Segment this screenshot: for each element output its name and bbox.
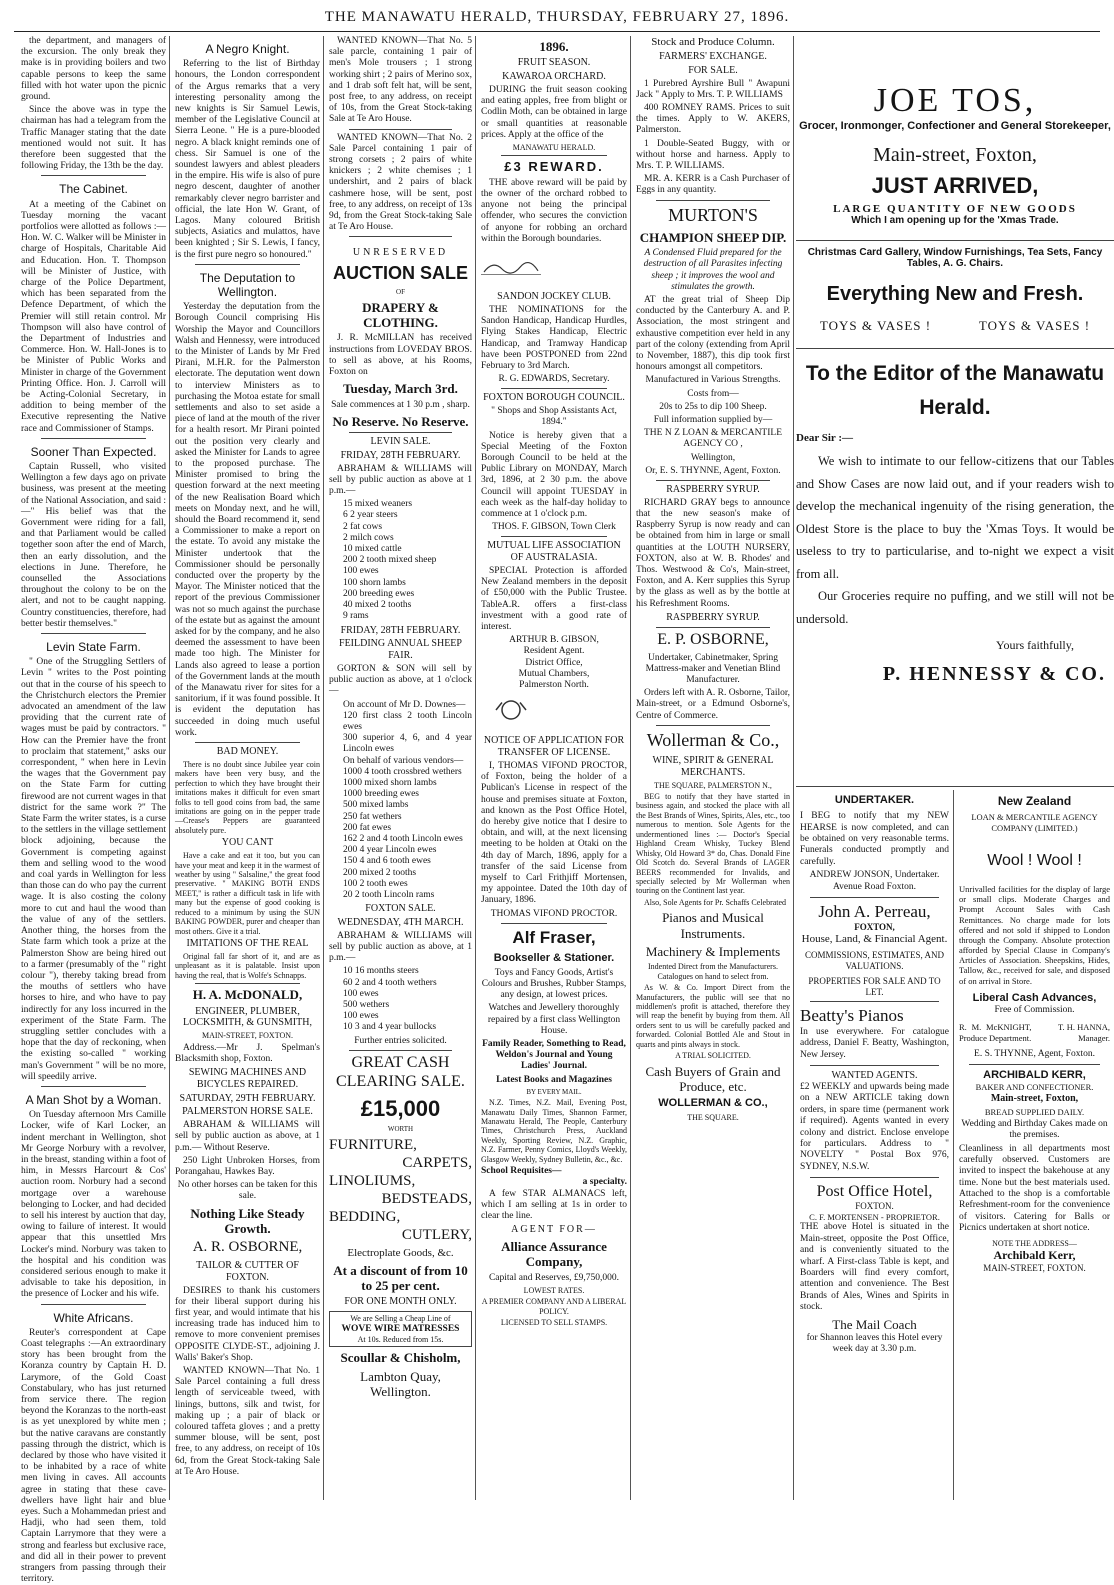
section-title: Stock and Produce Column. bbox=[651, 36, 775, 48]
stock-lot: 2 milch cows bbox=[343, 532, 394, 543]
letter-text: Our Groceries require no puffing, and we still will not be undersold. bbox=[796, 589, 1114, 626]
lower-left-column bbox=[796, 790, 953, 1500]
stock-lot: 100 2 tooth ewes bbox=[343, 878, 408, 889]
ad-subtitle: BAKER AND CONFECTIONER. bbox=[975, 1082, 1094, 1093]
ad-title: No Reserve. No Reserve. bbox=[332, 413, 469, 429]
ad-title: JUST ARRIVED, bbox=[871, 173, 1039, 198]
ad-text: TOYS & VASES ! bbox=[819, 318, 932, 333]
ad-text: 250 Light Unbroken Horses, from Porangahau, Hawkes Bay. bbox=[175, 1155, 320, 1177]
ad-text: for Shannon leaves this Hotel every week day at 3.30 p.m. bbox=[806, 1333, 943, 1355]
ad-title: AUCTION SALE bbox=[333, 263, 468, 284]
ad-text: BEG to notify that they have started in business again, and stocked the place with all the Best Brands of Wines, Spirits, Ales, etc., too numerous to mention. Sole Agents for the undermentioned lines :— Doctor's Special Highland Cream Whisky, Tuckey Blend Whisky, Old Howard 3* do, Chas. Donald Fine Old Scotch do. Several Brands of LAGER BEERS recommended for Invalids, and specially selected by Mr Wollerman when touring on the Continent last year. bbox=[636, 792, 790, 896]
ad-text: 1 Purebred Ayrshire Bull " Awapuni Jack " Apply to Mrs. T. P. WILLIAMS bbox=[636, 78, 790, 100]
stock-lot: 200 mixed 2 tooths bbox=[343, 867, 417, 878]
divider bbox=[195, 983, 300, 984]
ad-title: New Zealand bbox=[997, 794, 1072, 808]
ad-text: SPECIAL Protection is afforded New Zealand members in the deposit of £50,000 with the Public Trustee. TableA.R. offers a first-class investment with a good rate of interest. bbox=[481, 565, 627, 632]
ad-text: OF bbox=[396, 288, 405, 297]
ad-text: Electroplate Goods, &c. bbox=[347, 1246, 454, 1259]
goods-item: LINOLIUMS, bbox=[329, 1172, 416, 1189]
ad-heading: FRIDAY, 28TH FEBRUARY. bbox=[340, 449, 461, 461]
coat-of-arms-icon bbox=[481, 695, 541, 725]
ad-text: Yours faithfully, bbox=[995, 638, 1074, 653]
divider bbox=[195, 742, 300, 743]
stock-lot: 1000 4 tooth crossbred wethers bbox=[343, 766, 462, 777]
ad-text: RICHARD GRAY begs to announce that the new season's make of Raspberry Syrup is now ready and can be obtained from him in large or small quantities at the LOUTH NURSERY, FOXTON, also at W. B. Rhodes' and Thos. Westwood & Co's, Main-street, Foxton, and A. Kerr supplies this Syrup by the glass as well as by the bottle at his Refreshment Rooms. bbox=[636, 497, 790, 609]
ad-address: Main-street, Foxton, bbox=[990, 1092, 1079, 1104]
ad-heading: FARMERS' EXCHANGE. bbox=[659, 50, 767, 62]
ad-title: Pianos and Musical Instruments. bbox=[662, 910, 764, 941]
column-rule bbox=[630, 36, 631, 1500]
column-4 bbox=[478, 36, 630, 1500]
ad-text: We are Selling a Cheap Line of bbox=[350, 1314, 451, 1324]
ad-title: H. A. McDONALD, bbox=[192, 987, 303, 1003]
ad-text: NOTE THE ADDRESS— bbox=[992, 1238, 1077, 1248]
goods-list bbox=[329, 1136, 472, 1244]
stock-lot: 10 mixed cattle bbox=[343, 544, 402, 555]
ad-text: Manufactured in Various Strengths. bbox=[645, 375, 781, 386]
ad-text: LARGE QUANTITY OF NEW GOODS bbox=[833, 203, 1077, 215]
ad-text: TOYS & VASES ! bbox=[978, 318, 1091, 333]
ad-text: J. R. McMILLAN has received instructions from LOVEDAY BROS. to sell as above, at his Rooms, Foxton on bbox=[329, 333, 472, 377]
ad-text: ABRAHAM & WILLIAMS will sell by public auction as above, at 1 p.m.— bbox=[329, 930, 472, 964]
ad-text: R. G. EDWARDS, Secretary. bbox=[498, 374, 610, 385]
masthead bbox=[0, 0, 1114, 34]
ad-title: E. P. OSBORNE, bbox=[657, 630, 769, 648]
ad-text: Which I am opening up for the 'Xmas Trade. bbox=[851, 215, 1059, 226]
divider bbox=[810, 1065, 939, 1066]
stock-lot: 150 4 and 6 tooth ewes bbox=[343, 856, 431, 867]
ad-text: " Shops and Shop Assistants Act, 1894." bbox=[491, 406, 617, 428]
ad-signature: P. HENNESSY & CO. bbox=[882, 663, 1106, 686]
article-text: Reuter's correspondent at Cape Coast telegraphs :—An extraordinary story has been brought from the Koranza country by Captain H. D. Larymore, of the Gold Coast Constabulary, who has just returned from service there. The region beyond the Koranzas to the north-east is as yet unexplored by white men ; but the native caravans are constantly passing through the district, which is declared by those who have visited it to be inhabited by a race of white men living in caves. All accounts agree in stating that these cave-dwellers have light hair and blue eyes. Such a Mohammedan priest and Hadji, who had seen them, told Captain Larrymore that they were a strong and fearless but exclusive race, and did all in their power to prevent strangers from passing through their territory. bbox=[21, 1327, 166, 1585]
stock-lot: 100 ewes bbox=[343, 1011, 379, 1022]
divider bbox=[349, 236, 452, 237]
ad-title: MURTON'S bbox=[668, 204, 758, 225]
divider bbox=[656, 480, 770, 481]
ad-address: THE SQUARE. bbox=[687, 1113, 739, 1123]
ad-text: £2 WEEKLY and upwards being made on a NEW ARTICLE taking down orders, in spare time (permanent work if required). Agents wanted in every colony and district. Enclose envelope for particulars. Address to " NOVELTY " Postal Box 976, SYDNEY, N.S.W. bbox=[800, 1082, 949, 1172]
ad-signature: T. H. HANNA, Manager. bbox=[1057, 1022, 1110, 1043]
ad-title: Cash Buyers of Grain and Produce, etc. bbox=[645, 1063, 781, 1094]
ad-text: MR. A. KERR is a Cash Purchaser of Eggs in any quantity. bbox=[636, 174, 790, 196]
stock-list bbox=[343, 966, 472, 1033]
ad-text: Full information supplied by— bbox=[653, 415, 773, 425]
ad-title: JOE TOS, bbox=[873, 82, 1037, 119]
ad-title: Scoullar & Chisholm, bbox=[340, 1350, 461, 1366]
stock-lot: 100 ewes bbox=[343, 988, 379, 999]
divider bbox=[349, 432, 452, 433]
ad-text: There is no doubt since Jubilee year coin makers have been very busy, and the perfection to which they have brought their imitations makes it difficult for even smart folks to tell good coins from bad, the same imitations are going on in the pepper trade —Crease's Peppers are guaranteed absolutely pure. bbox=[175, 759, 320, 835]
ad-address: FOXTON. bbox=[855, 1201, 894, 1212]
divider bbox=[796, 240, 1114, 241]
divider bbox=[501, 923, 607, 924]
ad-text: Watches and Jewellery thoroughly repaired by a first class Wellington House. bbox=[487, 1003, 621, 1036]
ad-text: Sale commences at 1 30 p.m , sharp. bbox=[331, 399, 470, 410]
stock-lot: 200 fat ewes bbox=[343, 822, 392, 833]
letter-text: We wish to intimate to our fellow-citizens that our Tables and Show Cases are now laid out, and if your readers wish to develop the mechanical ingenuity of the rising generation, the Oldest Store is the place to buy the 'Xmas Toys. It would be useless to try to particularise, and to-night we expect a visit from all. bbox=[796, 454, 1114, 581]
divider bbox=[656, 200, 770, 201]
ad-text: Capital and Reserves, £9,750,000. bbox=[488, 1272, 620, 1283]
divider bbox=[349, 129, 452, 130]
stock-lot: 10 16 months steers bbox=[343, 966, 419, 977]
ad-text: DESIRES to thank his customers for their liberal support during his first year, and would intimate that his increasing trade has induced him to remove to more convenient premises OPPOSITE CLYDE-ST., adjoining J. Walls' Baker's Shop. bbox=[175, 1285, 320, 1363]
ad-text: At 10s. Reduced from 15s. bbox=[357, 1334, 444, 1344]
stock-lot: 2 fat cows bbox=[343, 521, 383, 532]
ad-title: ARCHIBALD KERR, bbox=[983, 1069, 1086, 1082]
ad-heading: FOR SALE. bbox=[688, 64, 738, 76]
stock-lot: 250 fat wethers bbox=[343, 811, 402, 822]
ad-text: PROPERTIES FOR SALE AND TO LET. bbox=[808, 975, 941, 997]
ad-text: WANTED KNOWN—That No. 1 Sale Parcel containing a full dress length of serviceable tweed, with linings, buttons, silk and twist, for making up ; a pair of black or coloured taffeta gloves ; and a pretty summer blouse, will be sent, post free, to any address, on receipt of 10s 6d, from the Great Stock-taking Sale at Te Aro House. bbox=[175, 1365, 320, 1477]
ad-date: Tuesday, March 3rd. bbox=[343, 381, 458, 397]
ad-signature: ANDREW JONSON, Undertaker. Avenue Road Foxton. bbox=[809, 870, 940, 892]
ad-title: A. R. OSBORNE, bbox=[192, 1239, 303, 1256]
ad-heading: SANDON JOCKEY CLUB. bbox=[497, 291, 611, 303]
ad-title: Wollerman & Co., bbox=[646, 729, 780, 750]
goods-item: FURNITURE, bbox=[329, 1136, 417, 1153]
ad-text: 20s to 25s to dip 100 Sheep. bbox=[659, 401, 767, 412]
ad-title: GREAT CASH CLEARING SALE. bbox=[336, 1053, 465, 1090]
ad-heading: SEWING MACHINES AND BICYCLES REPAIRED. bbox=[188, 1066, 307, 1090]
ad-title: Beatty's Pianos bbox=[800, 1006, 904, 1026]
ad-text: No other horses can be taken for this sale. bbox=[177, 1180, 318, 1202]
divider bbox=[796, 786, 1114, 787]
ad-text: THOS. F. GIBSON, Town Clerk bbox=[492, 522, 616, 533]
column-rule bbox=[475, 36, 476, 1500]
ad-heading: RASPBERRY SYRUP. bbox=[666, 484, 760, 496]
stock-lot: 500 mixed lambs bbox=[343, 800, 409, 811]
ad-subtitle: CHAMPION SHEEP DIP. bbox=[639, 229, 787, 245]
ad-heading: KAWAROA ORCHARD. bbox=[502, 71, 606, 83]
ad-text: Also, Sole Agents for Pr. Schaffs Celebrated bbox=[644, 897, 787, 907]
ad-text: Christmas Card Gallery, Window Furnishings, Tea Sets, Fancy Tables, A. G. Chairs. bbox=[807, 247, 1103, 269]
ad-text: Original fall far short of it, and are as unpleasant as it is palatable. Insist upon having the real, that is Wolfe's Schnapps. bbox=[175, 951, 320, 980]
horse-racing-illustration bbox=[481, 251, 541, 281]
ad-title: £3 REWARD. bbox=[504, 159, 604, 175]
divider bbox=[41, 1304, 146, 1305]
ad-text: DURING the fruit season cooking and eating apples, free from blight or Codlin Moth, can be obtained in large or small quantities at reasonable prices. Apply at the office of the bbox=[481, 84, 627, 140]
ad-title: The Mail Coach bbox=[832, 1317, 917, 1333]
ad-heading: FRUIT SEASON. bbox=[517, 57, 591, 69]
headline: The Deputation to Wellington. bbox=[199, 270, 296, 299]
stock-lot: 162 2 and 4 tooth Lincoln ewes bbox=[343, 833, 463, 844]
joe-tos-advert bbox=[796, 36, 1114, 686]
ad-heading: FOXTON SALE. bbox=[365, 903, 436, 915]
headline: A Negro Knight. bbox=[205, 42, 290, 56]
ad-text: As W. & Co. Import Direct from the Manufacturers, the public will see that no middlemen's profit is attached, therefore they will reap the benefit by buying from them. All orders sent to us will be carefully packed and forwarded. Colonial Bottled Ale and Stout in quarts and pints always in stock. bbox=[636, 983, 790, 1049]
ad-subtitle: LOAN & MERCANTILE AGENCY COMPANY (LIMITED.) bbox=[971, 812, 1098, 833]
stock-lot: 300 superior 4, 6, and 4 year Lincoln ewes bbox=[343, 733, 472, 755]
ad-heading: MUTUAL LIFE ASSOCIATION OF AUSTRALASIA. bbox=[487, 540, 621, 564]
ad-text: FOR ONE MONTH ONLY. bbox=[344, 1296, 457, 1308]
ad-text: Further entries solicited. bbox=[354, 1035, 447, 1046]
ad-heading: YOU CANT bbox=[221, 837, 274, 849]
ad-signature: R. M. McKNIGHT, Produce Department. bbox=[959, 1022, 1032, 1043]
goods-item: CARPETS, bbox=[402, 1154, 472, 1171]
goods-item: CUTLERY, bbox=[401, 1226, 472, 1243]
ad-heading: a specialty. bbox=[582, 1177, 627, 1188]
ad-text: Indented Direct from the Manufacturers. Catalogues on hand to select from. bbox=[648, 962, 778, 981]
ad-text: Dear Sir :— bbox=[796, 432, 854, 445]
ad-text: I BEG to notify that my NEW HEARSE is now completed, and can be obtained on very reasonable terms. Funerals conducted promptly and carefully. bbox=[800, 811, 949, 867]
ad-text: Notice is hereby given that a Special Meeting of the Foxton Borough Council to be held at the Public Library on MONDAY, March 3rd, 1896, at 2 30 p.m. the above Council will appoint TUESDAY in each week as the half-day holiday to commence at 1 o'clock p.m. bbox=[481, 430, 627, 519]
stock-list bbox=[343, 700, 472, 902]
ad-heading: AGENT FOR— bbox=[511, 1224, 597, 1236]
masthead-title: THE MANAWATU HERALD, THURSDAY, FEBRUARY 27, 1896. bbox=[324, 9, 790, 25]
stock-lot: On behalf of various vendors— bbox=[343, 755, 464, 766]
divider bbox=[810, 1177, 939, 1178]
ad-text: THE above Hotel is situated in the Main-street, opposite the Post Office, and is conveniently situated to the wharf. A First-class Table is kept, and Boarders will find every comfort, attention and convenience. The Best Brands of Ales, Wines and Spirits in stock. bbox=[800, 1222, 949, 1313]
ad-text: Free of Commission. bbox=[994, 1005, 1075, 1016]
masthead-rule bbox=[14, 31, 1100, 32]
headline: The Cabinet. bbox=[59, 182, 128, 197]
article-text: " One of the Struggling Settlers of Levin " writes to the Post pointing out that in the course of his speech to the Christchurch electors the Premier advocated an amendment of the law providing that the current rate of wages must be paid by contractors. " How can the Premier have the front to proclaim that statement," asks our correspondent, " when here in Levin the wages that the Government pay on the State Farm for cutting firewood are not current wages in that district for the same work ?" The State Farm the writer states, is a curse to the settlers in the village settlement block adjoining, because the Government is competing against them and selling wood to the wood and coal yards in Wellington for less than those can do who pay the current wage. It is also costing the colony more to cut and haul the wood than the value of any of the settlers. Another thing, the horses from the State farm which took a prize at the Palmerston Show are being hired out to a farmer (presumably of the " right colour "), thereby taking bread from the mouths of settlers who have horses to hire, and who have to pay indirectly for any loss incurred in the experiment of the State Farm. The struggling settler concludes with a hope that the day of reckoning, when the existing so-called " working man's Government " will be no more, will speedily arrive. bbox=[21, 657, 166, 1082]
ad-heading: LEVIN SALE. bbox=[370, 436, 431, 448]
ad-text: Wedding and Birthday Cakes made on the premises. bbox=[961, 1118, 1108, 1141]
headline: White Africans. bbox=[53, 1310, 134, 1325]
column-rule bbox=[323, 36, 324, 1500]
goods-item: BEDSTEADS, bbox=[381, 1190, 472, 1207]
ad-heading: PALMERSTON HORSE SALE. bbox=[182, 1106, 313, 1118]
ad-text: A few STAR ALMANACS left, which I am selling at 1s in order to clear the line. bbox=[481, 1188, 627, 1222]
ad-text: 1 Double-Seated Buggy, with or without horse and harness. Apply to Mrs. T. P. WILLIAMS. bbox=[636, 138, 790, 171]
stock-lot: 60 2 and 4 tooth wethers bbox=[343, 977, 437, 988]
column-rule bbox=[793, 36, 794, 1500]
divider bbox=[656, 725, 770, 726]
column-rule bbox=[953, 790, 954, 1500]
article-text: Yesterday the deputation from the Borough Council comprising His Worship the Mayor and Councillors Walsh and Hennessy, were introduced to the Minister of Lands by Mr Fred Pirani, M.H.R. for the Palmerston electorate. The deputation went down to interview Ministers as to purchasing the Motoa estate for small settlements and also to set aside a piece of land at the mouth of the river for a health resort. Mr Pirani pointed out the position very clearly and asked the Minister for Lands to agree to the proposed purchase. The Minister promised to bring the question forward at the next meeting of the new Realisation Board which meets on Monday next, and he will, should the Board recommend it, send a Commissioner to make a report on the estate. To avoid any mistake the Minister undertook that the Commissioner should be personally conducted over the property by the Mayor. The Minister noticed that the report of the previous Commissioner was not so much against the purchase of the estate but as against the amount asked for by the company, and he also deemed the assessment to have been made too high. The Minister for Lands also agreed to lease a portion of the Government lands at the mouth of the Manawatu river for sites for a sanitorium, if it was found possible. It is evident the deputation has succeeded in doing much useful work. bbox=[175, 302, 321, 738]
ad-title: Wool ! Wool ! bbox=[987, 851, 1082, 869]
column-1 bbox=[18, 36, 169, 1585]
ad-text: C. F. MORTENSEN - PROPRIETOR. bbox=[809, 1212, 940, 1223]
article-text: At a meeting of the Cabinet on Tuesday morning the vacant portfolios were allotted as follows :— Hon. W. C. Walker will be Minister in charge of Hospitals, Charitable Aid and Education. Hon. T. Thompson will be Minister of Justice, with charge of the Police Department, which has been separated from the Defence Department, of which the Premier will still retain control. Mr Thompson will also have control of the Department of Industries and Commerce. Hon. W. Hall-Jones is to be Minister of Public Works and Minister in charge of the Government Printing Office. Hon. J. Carroll will be Acting-Colonial Secretary, in addition to being member of the Executive representing the Native race and Commissioner of Stamps. bbox=[21, 199, 166, 434]
ad-title: DRAPERY & CLOTHING. bbox=[362, 299, 439, 331]
divider bbox=[501, 155, 607, 156]
stock-lot: 20 2 tooth Lincoln rams bbox=[343, 889, 435, 900]
headline: Sooner Than Expected. bbox=[30, 444, 157, 459]
stock-lot: 9 rams bbox=[343, 611, 369, 622]
ad-text: ABRAHAM & WILLIAMS will sell by public auction as above, at 1 p.m.— Without Reserve. bbox=[175, 1120, 320, 1153]
ad-title: John A. Perreau, bbox=[818, 901, 931, 921]
ad-heading: FRIDAY, 28TH FEBRUARY. bbox=[340, 624, 461, 636]
stock-lot: 120 first class 2 tooth Lincoln ewes bbox=[343, 710, 472, 732]
ad-text: Address.—Mr J. Spelman's Blacksmith shop, Foxton. bbox=[175, 1042, 320, 1064]
ad-title: Everything New and Fresh. bbox=[826, 283, 1084, 305]
ad-text: In use everywhere. For catalogue address, Daniel F. Beatty, Washington, New Jersey. bbox=[800, 1026, 949, 1060]
signature-line: Resident Agent. bbox=[523, 646, 585, 657]
ad-subtitle: ENGINEER, PLUMBER, LOCKSMITH, & GUNSMITH, bbox=[183, 1005, 312, 1029]
column-rule bbox=[169, 36, 170, 1500]
ad-text: Unrivalled facilities for the display of large or small clips. Moderate Charges and Prompt Account Sales with Cash Remittances. No charge made for lots offered and not sold if shipped to London through the Company. Absolute protection afforded by Special Clause in Company's Articles of Association. Sheepskins, Hides, Tallow, &c., received for sale, and disposed of on arrival in Store. bbox=[959, 883, 1110, 986]
headline: Levin State Farm. bbox=[46, 640, 141, 655]
article-text: On Tuesday afternoon Mrs Camille Locker, wife of Karl Locker, an indent merchant in Wellington, shot Mr George Norbury with a revolver, in the breast, standing within a foot of him, in Messrs Harcourt & Cos' auction room. Norbury had a second mortgage over a warehouse belonging to Locker, and had decided to sell his interest by auction that day, owing to failure of interest. It would appear that this unsettled Mrs Locker's mind. Norbury was taken to the hospital and his condition was considered serious enough to make it advisable to take his deposition, in the presence of Locker and his wife. bbox=[21, 1110, 166, 1300]
divider bbox=[656, 627, 770, 628]
stock-lot: 10 3 and 4 year bullocks bbox=[343, 1022, 437, 1033]
ad-text: A Condensed Fluid prepared for the destruction of all Parasites infecting sheep ; it improves the wool and stimulates the growth. bbox=[643, 248, 783, 292]
ad-text: COMMISSIONS, ESTIMATES, AND VALUATIONS. bbox=[804, 950, 945, 972]
divider bbox=[41, 633, 146, 634]
ad-heading: SATURDAY, 29TH FEBRUARY. bbox=[179, 1092, 316, 1104]
stock-lot: 15 mixed weaners bbox=[343, 499, 413, 510]
divider bbox=[349, 1050, 452, 1051]
divider bbox=[501, 388, 607, 389]
ad-text: Family Reader, Something to Read, Weldon's Journal and Young Ladies' Journal. bbox=[482, 1039, 626, 1072]
stock-lot: 100 shorn lambs bbox=[343, 577, 406, 588]
ad-signature: E. S. THYNNE, Agent, Foxton. bbox=[974, 1048, 1095, 1059]
ad-text: AT the great trial of Sheep Dip conducted by the Canterbury A. and P. Association, the most stringent and exhaustive competition ever held in any part of the colony (extending from April to November, 1887), this dip took first honours amongst all competitors. bbox=[636, 294, 790, 373]
ad-title: WOLLERMAN & CO., bbox=[658, 1097, 768, 1110]
ad-title: To the Editor of the Manawatu Herald. bbox=[805, 362, 1105, 419]
ad-heading: WEDNESDAY, 4TH MARCH. bbox=[337, 916, 464, 928]
ad-subtitle: Bookseller & Stationer. bbox=[493, 951, 615, 964]
ad-text: Have a cake and eat it too, but you can have your meat and keep it in the warmest of weather by using " Salsaline," the great food preservative. " MAKING BOTH ENDS MEET," is rather a difficult task in life with many but the expense of good cooking is reduced to a minimum by using the SUN BAKING POWDER, purer and cheaper than most others. Give it a trial. bbox=[175, 851, 320, 936]
goods-item: BEDDING, bbox=[329, 1208, 401, 1225]
stock-list bbox=[343, 499, 472, 622]
ad-text: BY EVERY MAIL. bbox=[526, 1087, 582, 1096]
ad-title: WOVE WIRE MATRESSES bbox=[341, 1323, 460, 1334]
divider bbox=[195, 264, 300, 265]
ad-heading: WANTED AGENTS. bbox=[831, 1070, 918, 1082]
ad-text: ABRAHAM & WILLIAMS will sell by public auction as above at 1 p.m.— bbox=[329, 463, 472, 497]
ad-text: Wellington, bbox=[690, 452, 736, 463]
ad-text: A TRIAL SOLICITED. bbox=[675, 1051, 751, 1061]
divider bbox=[969, 1064, 1100, 1065]
ad-text: 400 ROMNEY RAMS. Prices to suit the times. Apply to W. AKERS, Palmerston. bbox=[636, 102, 790, 136]
ad-text: Or, E. S. THYNNE, Agent, Foxton. bbox=[645, 465, 781, 476]
divider bbox=[810, 897, 939, 898]
ad-address: THE SQUARE, PALMERSTON N., bbox=[654, 780, 772, 790]
divider bbox=[810, 1001, 939, 1002]
ad-heading: RASPBERRY SYRUP. bbox=[666, 611, 760, 623]
ad-text: Toys and Fancy Goods, Artist's Colours and Brushes, Rubber Stamps, any design, at lowest prices. bbox=[481, 967, 627, 1001]
ad-heading: IMITATIONS OF THE REAL bbox=[186, 938, 309, 950]
column-5 bbox=[633, 36, 793, 1500]
article-text: Captain Russell, who visited Wellington a few days ago on private business, was present at the meeting of the National Association, and said :—" His belief was that the Government were riding for a fall, and that Parliament would be called together soon after the end of March, then an early dissolution, and the elections in June. Therefore, he counselled the Associations throughout the colony to be on the alert, and not to be caught napping. Country constituencies, therefore, had better bestir themselves." bbox=[21, 462, 166, 629]
ad-text: N.Z. Times, N.Z. Mail, Evening Post, Manawatu Daily Times, Shannon Farmer, Manawatu Herald, The People, Canterbury Times, Christchurch Press, Auckland Weekly, Sporting Review, N.Z. Graphic, N.Z. Farmer, Penny Comics, Lloyd's Weekly, Glasgow Weekly, Sydney Bulletin, &c., &c. bbox=[481, 1098, 627, 1164]
column-2 bbox=[172, 36, 323, 1500]
ad-subtitle: Grocer, Ironmonger, Confectioner and General Storekeeper, bbox=[799, 120, 1111, 132]
ad-title: Post Office Hotel, bbox=[816, 1183, 933, 1201]
ad-title: 1896. bbox=[539, 39, 569, 54]
stock-lot: 6 2 year steers bbox=[343, 510, 398, 521]
divider bbox=[501, 536, 607, 537]
ad-text: THE NOMINATIONS for the Sandon Handicap, Handicap Hurdles, Flying Stakes Handicap, Electric Handicap, and Tramway Handicap have been POSTPONED from 22nd February to 3rd March. bbox=[481, 304, 627, 371]
article-text: the department, and managers of the excursion. The only break they make is in providing boilers and two capable persons to keep the same filled with hot water upon the picnic ground. bbox=[21, 36, 166, 103]
ad-address: MAIN-STREET, FOXTON. bbox=[201, 1031, 294, 1041]
ad-text: THOMAS VIFOND PROCTOR. bbox=[490, 908, 618, 919]
ad-address: Lambton Quay, Wellington. bbox=[360, 1368, 441, 1399]
stock-lot: 1000 mixed shorn lambs bbox=[343, 777, 437, 788]
headline: A Man Shot by a Woman. bbox=[25, 1092, 162, 1107]
ad-address: MAIN-STREET, FOXTON. bbox=[983, 1262, 1086, 1273]
ad-text: MANAWATU HERALD. bbox=[512, 142, 596, 152]
ad-text: Orders left with A. R. Osborne, Tailor, Main-street, or a Edmund Osborne's, Centre of Commerce. bbox=[636, 688, 791, 721]
stock-lot: 200 4 year Lincoln ewes bbox=[343, 845, 437, 856]
ad-text: Cleanliness in all departments most carefully observed. Customers are invited to inspect the bakehouse at any time. None but the best materials used. Attached to the shop is a comfortable Refreshment-room for the convenience of visitors. Catering for Balls or Picnics undertaken at short notice. bbox=[959, 1143, 1110, 1234]
ad-heading: FOXTON BOROUGH COUNCIL. bbox=[483, 392, 625, 404]
ad-signature bbox=[481, 635, 627, 691]
ad-title: Liberal Cash Advances, bbox=[972, 991, 1097, 1004]
ad-amount: £15,000 bbox=[360, 1095, 441, 1121]
ad-text: WANTED KNOWN—That No. 5 sale parcle, containing 1 pair of men's Mole trousers ; 1 strong working shirt ; 2 pairs of Merino sox, and 1 drab soft felt hat, will be sent, post free, to any address, on receipt of 10s, from the Great Stock-taking Sale at Te Aro House. bbox=[329, 36, 472, 125]
ad-heading: FEILDING ANNUAL SHEEP FAIR. bbox=[339, 638, 462, 662]
stock-lot: 40 mixed 2 tooths bbox=[343, 600, 412, 611]
lower-right-column bbox=[955, 790, 1114, 1500]
ad-text: THE above reward will be paid by the owner of the orchard robbed to anyone not being the principal offender, who secures the conviction of anyone for robbing an orchard within the Borough boundaries. bbox=[481, 177, 627, 244]
article-text: Since the above was in type the chairman has had a telegram from the Traffic Manager stating that the date mentioned would not suit. It has therefore been suggested that the following Friday, the 13th be the day. bbox=[21, 105, 166, 172]
ad-text: A PREMIER COMPANY AND A LIBERAL POLICY. bbox=[481, 1297, 627, 1316]
ad-heading: NOTICE OF APPLICATION FOR TRANSFER OF LICENSE. bbox=[483, 735, 625, 759]
stock-lot: 200 2 tooth mixed sheep bbox=[343, 555, 437, 566]
ad-text: Costs from— bbox=[687, 388, 739, 399]
ad-heading: Latest Books and Magazines bbox=[496, 1074, 612, 1085]
signature-line: District Office, bbox=[525, 657, 583, 668]
ad-subtitle: WINE, SPIRIT & GENERAL MERCHANTS. bbox=[652, 754, 774, 778]
stock-lot: 200 breeding ewes bbox=[343, 588, 415, 599]
ad-text: BREAD SUPPLIED DAILY. bbox=[984, 1106, 1085, 1117]
stock-lot: On account of Mr D. Downes— bbox=[343, 699, 466, 710]
ad-text: I, THOMAS VIFOND PROCTOR, of Foxton, being the holder of a Publican's License in respect of the house and premises situate at Foxton, and known as the Post Office Hotel, do hereby give notice that I desire to obtain, and will, at the next licensing meeting to be holden at Otaki on the 4th day of March, 1896, apply for a transfer of the said License from myself to Carl Frithjiff Mortensen, my appointee. Dated the 10th day of January, 1896. bbox=[481, 761, 627, 906]
ad-text: WORTH bbox=[387, 1125, 414, 1134]
divider bbox=[41, 175, 146, 176]
article-text: Referring to the list of Birthday honours, the London correspondent of the Argus remarks that a very interesting personality among the new knights is Sir Samuel Lewis, member of the Legislative Council at Sierra Leone. " He is a pure-blooded negro. A black knight reminds one of chess. Sir Samuel is one of the soundest lawyers and ablest pleaders in the empire. His wife is also of pure negro descent, daughter of another remarkably clever negro barrister and official, the late Hon W. Grant, of Lagos. Many coloured British subjects, Asiatics and mulattos, have been knighted ; Sir S. Lewis, I fancy, is the first pure negro so honoured." bbox=[175, 59, 320, 260]
divider bbox=[41, 1086, 146, 1087]
ad-text: Undertaker, Cabinetmaker, Spring Mattress-maker and Venetian Blind Manufacturer. bbox=[645, 652, 781, 685]
signature-line: ARTHUR B. GIBSON, bbox=[509, 635, 599, 646]
ad-title: Nothing Like Steady Growth. bbox=[190, 1205, 305, 1236]
ad-text: LICENSED TO SELL STAMPS. bbox=[500, 1318, 608, 1328]
signature-line: Palmerston North. bbox=[519, 680, 589, 690]
divider bbox=[41, 438, 146, 439]
ad-signature: Archibald Kerr, bbox=[993, 1248, 1076, 1263]
ad-text: THE N Z LOAN & MERCANTILE AGENCY CO , bbox=[644, 428, 782, 450]
stock-lot: 500 wethers bbox=[343, 999, 390, 1010]
ad-text: At a discount of from 10 to 25 per cent. bbox=[333, 1262, 468, 1294]
ad-title: Alliance Assurance Company, bbox=[501, 1239, 607, 1270]
ad-address: Main-street, Foxton, bbox=[873, 144, 1037, 166]
ad-title: Machinery & Implements bbox=[645, 943, 781, 959]
divider bbox=[796, 348, 1114, 349]
ad-text: LOWEST RATES. bbox=[523, 1285, 585, 1295]
ad-heading: UNRESERVED bbox=[352, 247, 449, 259]
ad-text: GORTON & SON will sell by public auction as above, at 1 o'clock — bbox=[329, 663, 472, 697]
ad-title: UNDERTAKER. bbox=[834, 794, 915, 806]
ad-address: FOXTON, bbox=[854, 922, 895, 933]
ad-title: Alf Fraser, bbox=[512, 927, 596, 947]
ad-heading: School Requisites— bbox=[481, 1166, 562, 1177]
stock-lot: 100 ewes bbox=[343, 566, 379, 577]
ad-heading: BAD MONEY. bbox=[216, 746, 279, 758]
signature-line: Mutual Chambers, bbox=[518, 668, 590, 679]
ad-subtitle: TAILOR & CUTTER OF FOXTON. bbox=[196, 1259, 299, 1283]
stock-lot: 1000 breeding ewes bbox=[343, 789, 419, 800]
ad-text: House, Land, & Financial Agent. bbox=[801, 933, 948, 946]
ad-text: WANTED KNOWN—That No. 2 Sale Parcel containing 1 pair of strong corsets ; 2 pairs of white knickers ; 2 white chemises ; 1 undershirt, and 2 pairs of black cashmere hose, will be sent, post free, to any address, on receipt of 13s 9d, from the Great Stock-taking Sale at Te Aro House. bbox=[329, 132, 472, 233]
column-3 bbox=[326, 36, 475, 1500]
